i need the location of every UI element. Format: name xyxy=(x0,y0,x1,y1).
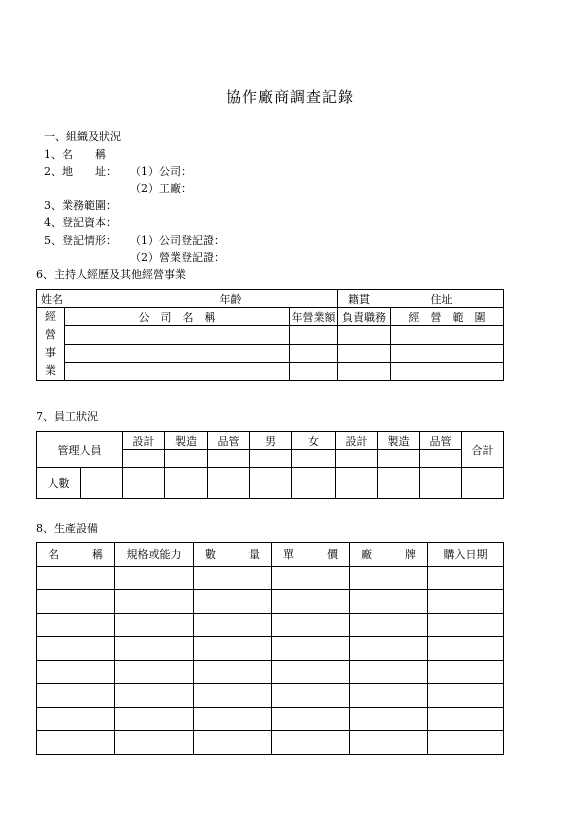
table-row xyxy=(37,344,504,362)
qc-header: 品管 xyxy=(208,432,250,450)
equipment-name-header: 名 稱 xyxy=(37,543,115,567)
item-registration-company: （1）公司登記證： xyxy=(130,234,225,247)
table-row xyxy=(37,684,504,708)
quantity-header: 數 量 xyxy=(194,543,272,567)
table-row xyxy=(37,566,504,590)
equipment-table xyxy=(36,542,504,755)
annual-revenue-header: 年營業額 xyxy=(290,308,338,326)
brand-header: 廠 牌 xyxy=(350,543,428,567)
staff-table xyxy=(36,431,504,499)
item-address-company: （1）公司： xyxy=(130,165,192,178)
name-label: 姓名 xyxy=(37,290,111,308)
spec-header: 規格或能力 xyxy=(115,543,194,567)
table-row xyxy=(37,590,504,614)
manufacturing-header-2: 製造 xyxy=(378,432,420,450)
item-capital: 4、登記資本： xyxy=(44,216,117,229)
qc-header-2: 品管 xyxy=(420,432,462,450)
table-row xyxy=(37,637,504,661)
section7-heading: 7、員工狀況 xyxy=(36,410,98,423)
table-row xyxy=(37,613,504,637)
item-name: 1、名 稱 xyxy=(44,148,106,161)
headcount-label: 人數 xyxy=(37,468,81,499)
section6-heading: 6、主持人經歷及其他經營事業 xyxy=(36,268,186,281)
table-row xyxy=(37,362,504,380)
owner-experience-table xyxy=(36,289,504,381)
manufacturing-header: 製造 xyxy=(165,432,208,450)
business-scope-header: 經 營 範 圍 xyxy=(391,308,504,326)
total-header: 合計 xyxy=(462,432,504,468)
name-value[interactable] xyxy=(111,290,220,308)
section8-heading: 8、生產設備 xyxy=(36,522,98,535)
item-business-scope: 3、業務範圍： xyxy=(44,199,117,212)
purchase-date-header: 購入日期 xyxy=(428,543,504,567)
item-registration-business: （2）營業登記證： xyxy=(130,251,225,264)
design-header: 設計 xyxy=(123,432,165,450)
item-address: 2、地 址： xyxy=(44,165,117,178)
business-side-label: 經 營 事 業 xyxy=(37,308,65,381)
item-address-factory: （2）工廠： xyxy=(130,182,192,195)
design-header-2: 設計 xyxy=(336,432,378,450)
address-label: 住址 xyxy=(391,290,504,308)
item-registration: 5、登記情形： xyxy=(44,234,117,247)
company-name-header: 公 司 名 稱 xyxy=(65,308,290,326)
table-row xyxy=(37,326,504,344)
page-title: 協作廠商調查記錄 xyxy=(225,88,354,106)
table-row xyxy=(37,731,504,755)
female-header: 女 xyxy=(292,432,336,450)
age-label: 年齡 xyxy=(220,290,290,308)
origin-label: 籍貫 xyxy=(338,290,391,308)
table-row xyxy=(37,707,504,731)
position-header: 負責職務 xyxy=(338,308,391,326)
unit-price-header: 單 價 xyxy=(272,543,350,567)
age-value[interactable] xyxy=(290,290,338,308)
section1-heading: 一、組織及狀況 xyxy=(44,130,121,143)
mgmt-label: 管理人員 xyxy=(37,432,123,468)
table-row xyxy=(37,660,504,684)
male-header: 男 xyxy=(250,432,292,450)
